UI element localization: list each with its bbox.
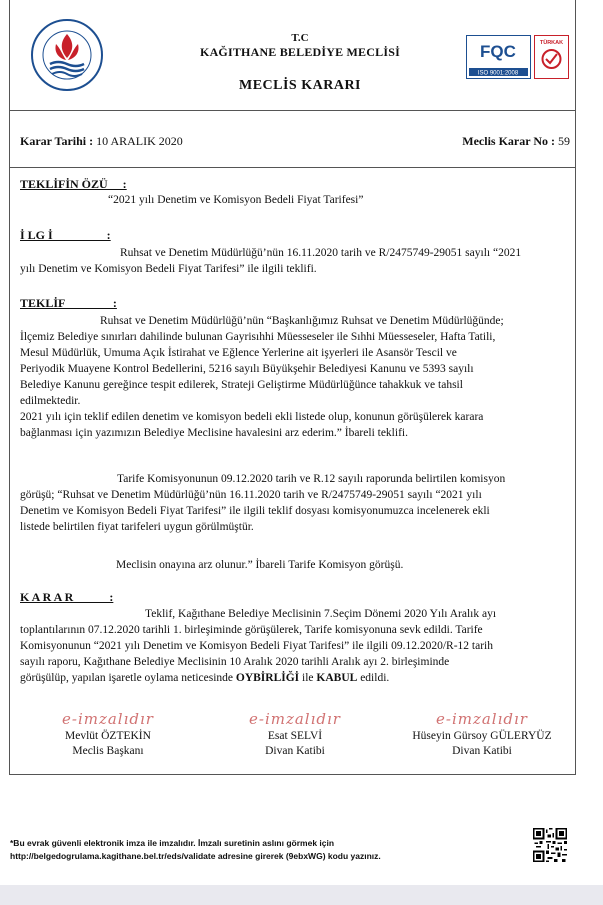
footer-line: *Bu evrak güvenli elektronik imza ile imzalıdır. İmzalı suretinin aslını görmek için	[10, 838, 335, 848]
decision-number	[462, 134, 570, 149]
teklif-line: 2021 yılı için teklif edilen denetim ve komisyon bedeli ekli listede olup, konunun görüşülerek karara	[20, 411, 484, 423]
teklif-line: edilmektedir.	[20, 395, 81, 407]
karar-line: Teklif, Kağıthane Belediye Meclisinin 7.Seçim Dönemi 2020 Yılı Aralık ayı	[145, 608, 497, 620]
decision-number-label: Meclis Karar No :	[462, 134, 555, 148]
fqc-certification-logo	[466, 35, 569, 79]
meta-divider	[9, 167, 576, 168]
qr-code-icon	[533, 828, 567, 862]
teklif-line: İlçemiz Belediye sınırları dahilinde bulunan Gayrisıhhi Müesseseler ile Sıhhi Müesseseler, Hafta Tatili,	[20, 331, 496, 343]
ilgi-line: yılı Denetim ve Komisyon Bedeli Fiyat Tarifesi” ile ilgili teklifi.	[20, 263, 317, 275]
e-signature-mark: e-imzalıdır	[436, 710, 528, 728]
teklif-line: bağlanması için yazımızın Belediye Meclisine havalesini arz ederim.” İbareli teklifi.	[20, 427, 408, 439]
commission-line: listede belirtilen fiyat tarifeleri uygun görülmüştür.	[20, 521, 254, 533]
karar-label: K A R A R :	[20, 590, 114, 604]
signature-clerk-2	[392, 712, 572, 759]
header-divider	[9, 110, 576, 111]
bottom-band	[0, 885, 603, 905]
turkak-text: TÜRKAK	[539, 40, 564, 46]
municipality-logo	[30, 18, 104, 92]
summary-label: TEKLİFİN ÖZÜ :	[20, 177, 127, 191]
karar-line: Komisyonunun “2021 yılı Denetim ve Komisyon Bedeli Fiyat Tarifesi” ile ilgili 09.12.2020/R-12 tarih	[20, 640, 493, 652]
karar-line: sayılı raporu, Kağıthane Belediye Meclisinin 10 Aralık 2020 tarihli Aralık ayı 2. birleşiminde	[20, 656, 450, 668]
ilgi-paragraph	[20, 245, 572, 277]
signatory-name: Hüseyin Gürsoy GÜLERYÜZ	[412, 730, 552, 742]
summary-text: “2021 yılı Denetim ve Komisyon Bedeli Fiyat Tarifesi”	[108, 194, 364, 206]
signatory-role: Divan Katibi	[452, 745, 512, 757]
signatory-name: Esat SELVİ	[267, 730, 323, 742]
commission-line: görüşü; “Ruhsat ve Denetim Müdürlüğü’nün 16.11.2020 tarih ve R/2475749-29051 sayılı “2021 yılı	[20, 489, 482, 501]
teklif-line: Periyodik Muayene Kontrol Bedellerini, 5216 sayılı Büyükşehir Belediyesi Kanunu ve 5393 sayılı	[20, 363, 474, 375]
signature-chairman	[18, 712, 198, 759]
decision-date-label: Karar Tarihi :	[20, 134, 94, 148]
signatory-name: Mevlüt ÖZTEKİN	[65, 730, 151, 742]
signatory-role: Divan Katibi	[265, 745, 325, 757]
header-council-name: KAĞITHANE BELEDİYE MECLİSİ	[200, 45, 400, 59]
commission-paragraph	[20, 471, 572, 535]
commission-closing: Meclisin onayına arz olunur.” İbareli Tarife Komisyon görüşü.	[116, 559, 404, 571]
header-tc: T.C	[291, 32, 309, 44]
e-signature-footer-note	[10, 837, 381, 863]
e-signature-mark: e-imzalıdır	[62, 710, 154, 728]
ilgi-label: İ LG İ :	[20, 228, 111, 242]
signature-clerk-1	[205, 712, 385, 759]
teklif-line: Mesul Müdürlük, Umuma Açık İstirahat ve Eğlence Yerlerine ait işyerleri ile Asansör Tescil ve	[20, 347, 457, 359]
ilgi-line: Ruhsat ve Denetim Müdürlüğü’nün 16.11.2020 tarih ve R/2475749-29051 sayılı “2021	[120, 247, 522, 259]
teklif-label: TEKLİF :	[20, 296, 117, 310]
teklif-paragraph	[20, 313, 572, 441]
e-signature-mark: e-imzalıdır	[249, 710, 341, 728]
karar-text: edildi.	[357, 672, 390, 684]
teklif-line: Belediye Kanunu gereğince tespit edilerek, Strateji Geliştirme Müdürlüğünce tahakkuk ve tahsil	[20, 379, 463, 391]
teklif-line: Ruhsat ve Denetim Müdürlüğü’nün “Başkanlığımız Ruhsat ve Denetim Müdürlüğünde;	[100, 315, 504, 327]
decision-date-value: 10 ARALIK 2020	[93, 134, 183, 148]
iso-text: ISO 9001:2008	[477, 70, 519, 77]
verification-url[interactable]: http://belgedogrulama.kagithane.bel.tr/eds/validate adresine girerek (9ebxWG) kodu yazınız.	[10, 851, 381, 861]
karar-paragraph	[20, 606, 572, 686]
document-title: MECLİS KARARI	[238, 78, 361, 93]
karar-line: toplantılarının 07.12.2020 tarihli 1. birleşiminde görüşülerek, Tarife komisyonuna sevk edildi. Tarife	[20, 624, 483, 636]
karar-text: ile	[299, 672, 317, 684]
decision-date	[20, 134, 183, 149]
commission-line: Denetim ve Komisyon Bedeli Fiyat Tarifesi” ile ilgili teklif dosyası komisyonumuzca incelenerek ekli	[20, 505, 490, 517]
commission-line: Tarife Komisyonunun 09.12.2020 tarih ve R.12 sayılı raporunda belirtilen komisyon	[117, 473, 506, 485]
karar-last-line	[20, 670, 572, 686]
signatory-role: Meclis Başkanı	[72, 745, 144, 757]
karar-text: görüşülüp, yapılan işaretle oylama neticesinde	[20, 672, 236, 684]
fqc-text: FQC	[480, 42, 516, 61]
karar-result-accepted: KABUL	[316, 672, 358, 684]
karar-result-unanimous: OYBİRLİĞİ	[235, 672, 300, 684]
decision-number-value: 59	[555, 134, 570, 148]
